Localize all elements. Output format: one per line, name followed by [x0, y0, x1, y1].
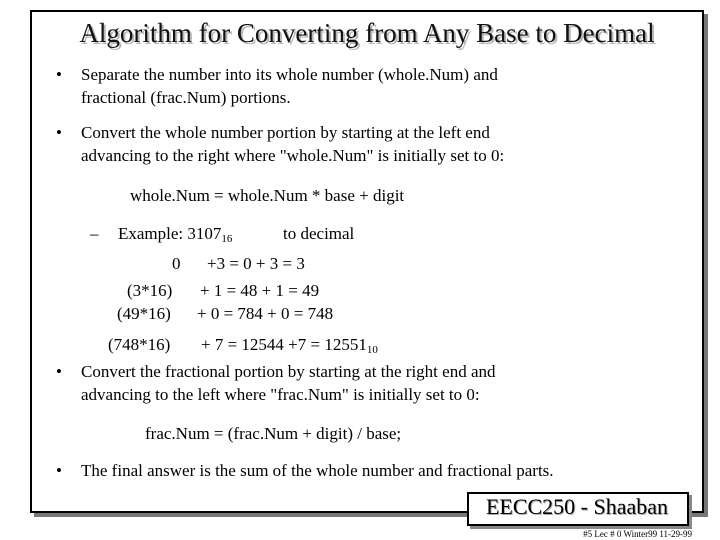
example-row-right: + $7 = 12544 +7 = 12551_{10}$ — [201, 335, 378, 356]
bullet1-line2: fractional (frac.Num) portions. — [81, 88, 291, 107]
example-target: to decimal — [283, 224, 355, 243]
example-row-left: (748*16) — [108, 335, 171, 354]
bullet-marker: • — [56, 123, 62, 142]
footer-label: EECC250 - Shaaban — [485, 494, 669, 519]
footnote: #5 Lec # 0 Winter99 11-29-99 — [583, 529, 692, 539]
example-dash: – — [90, 224, 99, 243]
bullet4-line1: The final answer is the sum of the whole number and fractional parts. — [81, 461, 554, 480]
bullet3-line2: advancing to the left where "frac.Num" is initially set to 0: — [81, 385, 480, 404]
example-row-left: (49*16) — [117, 304, 171, 323]
bullet-marker: • — [56, 461, 62, 480]
example-row-right: + 0 = 784 + 0 = 748 — [197, 304, 334, 323]
example-row-left: (3*16) — [127, 281, 173, 300]
slide-title: Algorithm for Converting from Any Base to Decimal — [79, 18, 655, 48]
bullet1-line1: Separate the number into its whole number (whole.Num) and — [81, 65, 498, 84]
example-heading: Example: $3107_{16}$ — [118, 224, 233, 245]
example-row-left: 0 — [172, 254, 181, 273]
example-row-right: + 1 = 48 + 1 = 49 — [200, 281, 320, 300]
bullet2-line1: Convert the whole number portion by starting at the left end — [81, 123, 490, 142]
example-row-right: +3 = 0 + 3 = 3 — [207, 254, 305, 273]
bullet3-line1: Convert the fractional portion by starting at the right end and — [81, 362, 496, 381]
bullet-marker: • — [56, 362, 62, 381]
whole-formula: whole.Num = whole.Num * base + digit — [130, 186, 405, 205]
bullet-marker: • — [56, 65, 62, 84]
bullet2-line2: advancing to the right where "whole.Num" is initially set to 0: — [81, 146, 505, 165]
frac-formula: frac.Num = (frac.Num + digit) / base; — [145, 424, 402, 443]
